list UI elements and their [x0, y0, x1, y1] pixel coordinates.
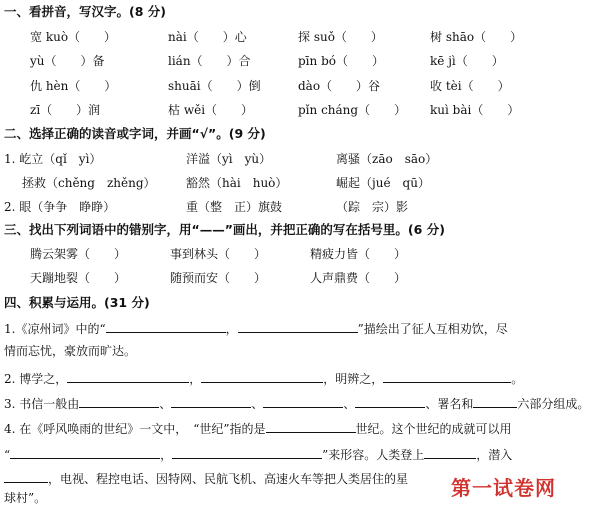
question-1-cont: 情而忘忧，豪放而旷达。 [4, 344, 137, 358]
choice-item: 洋溢（yì yù） [186, 152, 272, 166]
pinyin-item: kē jì（ ） [430, 54, 504, 68]
error-item: 人声鼎费（ ） [310, 271, 407, 285]
choice-item: 离骚（zāo sāo） [336, 152, 438, 166]
blank[interactable] [171, 395, 251, 408]
choice-item: （踪 宗）影 [336, 200, 409, 214]
blank[interactable] [172, 446, 322, 459]
choice-item: 2. 眼（争争 睁睁） [4, 200, 116, 214]
pinyin-item: pǐn cháng（ ） [298, 103, 407, 117]
pinyin-item: nài（ ）心 [168, 30, 247, 44]
blank[interactable] [424, 446, 476, 459]
blank[interactable] [473, 395, 517, 408]
section-1-title: 一、看拼音，写汉字。(8 分) [4, 4, 166, 19]
blank[interactable] [266, 420, 356, 433]
pinyin-item: 树 shāo（ ） [430, 30, 523, 44]
blank[interactable] [355, 395, 425, 408]
error-item: 腾云架雾（ ） [30, 247, 127, 261]
pinyin-item: yù（ ）备 [30, 54, 105, 68]
question-1: 1.《凉州词》中的“ ， ”描绘出了征人互相劝饮，尽 [4, 322, 508, 336]
blank[interactable] [201, 370, 323, 383]
blank[interactable] [79, 395, 159, 408]
pinyin-item: lián（ ）合 [168, 54, 251, 68]
section-3-title: 三、找出下列词语中的错别字，用“——”画出，并把正确的写在括号里。(6 分) [4, 222, 445, 237]
pinyin-item: shuāi（ ）倒 [168, 79, 261, 93]
question-4-cont: “ ， ”来形容。人类登上 ，潜入 [4, 448, 513, 462]
choice-item: 重（整 正）旗鼓 [186, 200, 283, 214]
error-item: 天蹦地裂（ ） [30, 271, 127, 285]
blank[interactable] [106, 320, 226, 333]
choice-item: 1. 屹立（qǐ yì） [4, 152, 102, 166]
pinyin-item: 枯 wěi（ ） [168, 103, 254, 117]
pinyin-item: kuì bài（ ） [430, 103, 520, 117]
blank[interactable] [4, 470, 48, 483]
question-4-cont3: 球村”。 [4, 491, 47, 505]
watermark-logo: 第一试卷网 [451, 476, 556, 500]
section-4-title: 四、积累与运用。(31 分) [4, 295, 150, 310]
choice-item: 拯救（chěng zhěng） [22, 176, 156, 190]
choice-item: 豁然（hài huò） [186, 176, 288, 190]
pinyin-item: dào（ ）谷 [298, 79, 381, 93]
blank[interactable] [383, 370, 511, 383]
pinyin-item: 收 tèi（ ） [430, 79, 510, 93]
question-3: 3. 书信一般由 、 、 、 、署名和 六部分组成。 [4, 397, 589, 411]
error-item: 精疲力皆（ ） [310, 247, 407, 261]
question-2: 2. 博学之， ， ，明辨之， 。 [4, 372, 524, 386]
pinyin-item: 宽 kuò（ ） [30, 30, 117, 44]
choice-item: 崛起（jué qū） [336, 176, 430, 190]
pinyin-item: zī（ ）润 [30, 103, 101, 117]
question-4-cont2: ，电视、程控电话、因特网、民航飞机、高速火车等把人类居住的星 [4, 470, 408, 487]
question-4: 4. 在《呼风唤雨的世纪》一文中， “世纪”指的是 世纪。这个世纪的成就可以用 [4, 422, 512, 436]
error-item: 事到林头（ ） [170, 247, 267, 261]
error-item: 随预而安（ ） [170, 271, 267, 285]
blank[interactable] [263, 395, 343, 408]
section-2-title: 二、选择正确的读音或字词，并画“√”。(9 分) [4, 126, 266, 141]
pinyin-item: pīn bó（ ） [298, 54, 384, 68]
pinyin-item: 探 suǒ（ ） [298, 30, 383, 44]
blank[interactable] [10, 446, 160, 459]
blank[interactable] [238, 320, 358, 333]
blank[interactable] [67, 370, 189, 383]
pinyin-item: 仇 hèn（ ） [30, 79, 117, 93]
